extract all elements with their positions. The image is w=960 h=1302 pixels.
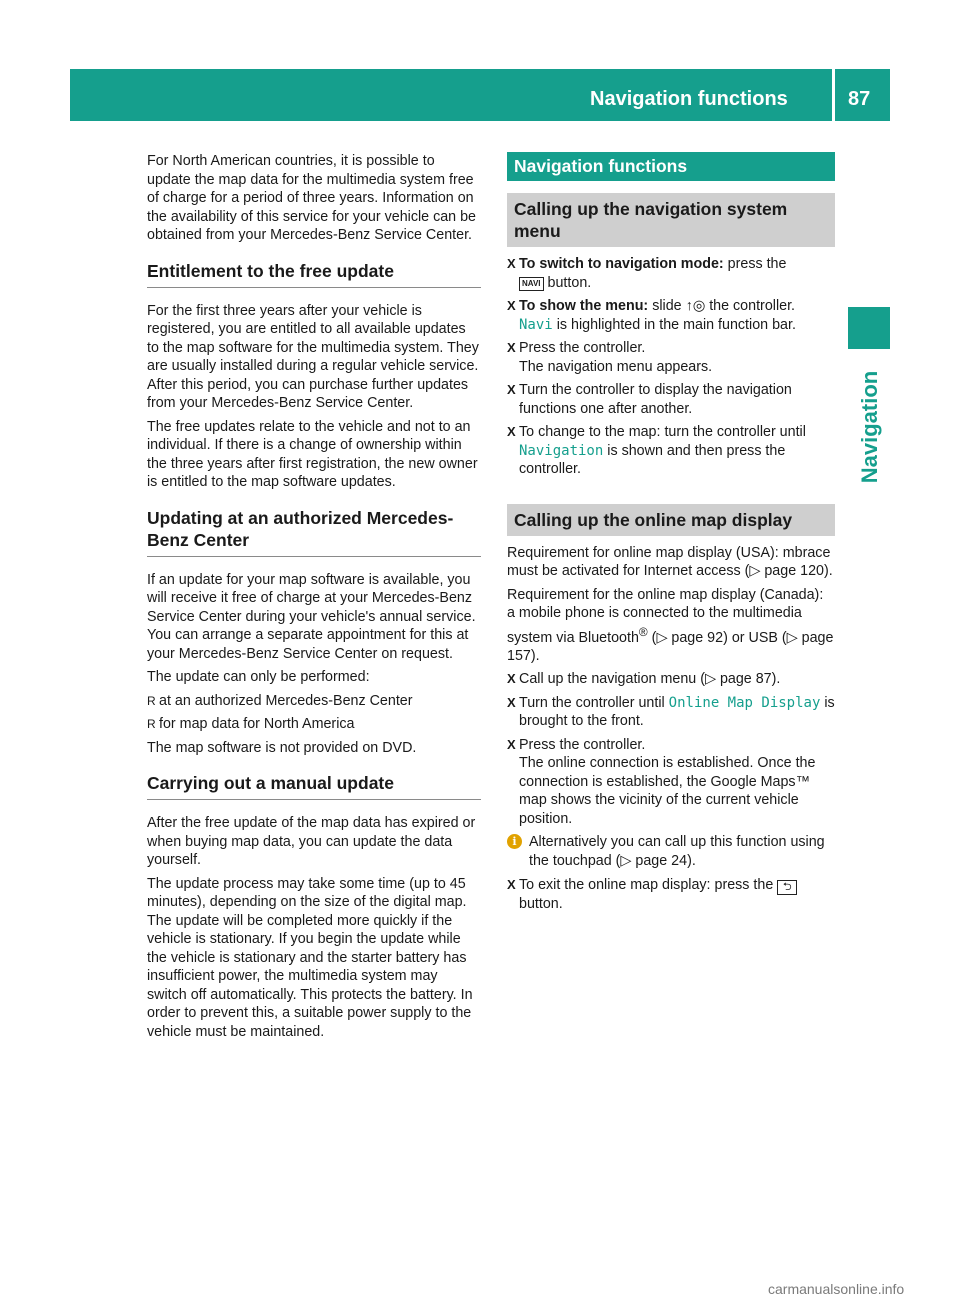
paragraph: The update process may take some time (up to 45 minutes), depending on the size of the digital map. The update will be completed more quickly if the vehicle is stationary. If you begin the update while the vehicle is stationary and the starter battery has insufficient power, the multimedia system may switch off automatically. This protects the battery. In order to prevent this, a suitable power supply to the vehicle must be maintained.	[147, 875, 473, 1040]
step-item: X Call up the navigation menu (▷ page 87).	[507, 670, 835, 689]
paragraph: After the free update of the map data has expired or when buying map data, you can update the data yourself.	[147, 815, 476, 868]
page-reference[interactable]: ▷ page 157	[507, 629, 834, 664]
step-item: X Press the controller. The online connection is established. Once the connection is established, the Google Maps™ map shows the vicinity of the current vehicle position.	[507, 736, 835, 829]
display-text: Navi	[519, 316, 553, 333]
header-title: Navigation functions	[590, 88, 788, 110]
back-button-icon: ⮌	[777, 880, 797, 895]
paragraph: For the first three years after your vehicle is registered, you are entitled to all available updates to the map software for the multimedia system. They are usually installed during a regular vehicle service. After this period, you can purchase further updates from your Mercedes-Benz Service Center.	[147, 302, 479, 411]
step-item: X To change to the map: turn the controller until Navigation is shown and then press the controller.	[507, 423, 835, 479]
step-item: X Press the controller. The navigation menu appears.	[507, 339, 835, 376]
subsection-heading-menu: Calling up the navigation system menu	[507, 193, 835, 247]
step-item: X To exit the online map display: press the ⮌ button.	[507, 876, 835, 914]
heading-manual-update: Carrying out a manual update	[147, 772, 481, 800]
side-tab-marker	[848, 307, 890, 349]
controller-icon: ↑◎	[685, 298, 706, 314]
display-text: Online Map Display	[668, 694, 821, 711]
info-note: i Alternatively you can call up this function using the touchpad (▷ page 24).	[507, 833, 835, 870]
section-heading: Navigation functions	[507, 152, 835, 181]
paragraph: The map software is not provided on DVD.	[147, 739, 417, 756]
display-text: Navigation	[519, 442, 604, 459]
page-reference[interactable]: ▷ page 92	[656, 629, 724, 646]
page-reference[interactable]: ▷ page 120	[749, 563, 824, 579]
paragraph: The free updates relate to the vehicle and not to an individual. If there is a change of ownership within the three years after first registration, the new owner is entitled to the map software updates.	[147, 418, 478, 490]
navi-button-icon: NAVI	[519, 277, 544, 291]
heading-authorized-center: Updating at an authorized Mercedes-Benz Center	[147, 507, 481, 557]
info-icon: i	[507, 834, 522, 849]
paragraph: Requirement for the online map display (Canada): a mobile phone is connected to the multimedia system via Bluetooth® (▷ page 92) or USB (▷ page 157).	[507, 586, 834, 664]
list-item: R for map data for North America	[147, 715, 481, 734]
left-column	[147, 152, 481, 1046]
watermark: carmanualsonline.info	[768, 1281, 905, 1297]
step-item: X Turn the controller until Online Map Display is brought to the front.	[507, 694, 835, 731]
intro-paragraph: For North American countries, it is possible to update the map data for the multimedia system free of charge for a period of three years. Information on the availability of this service for your vehicle can be obtained from your Mercedes-Benz Service Center.	[147, 153, 476, 243]
list-item: R at an authorized Mercedes-Benz Center	[147, 692, 481, 711]
side-tab	[852, 352, 886, 502]
step-item: X To show the menu: slide ↑◎ the controller. Navi is highlighted in the main function bar.	[507, 297, 835, 334]
paragraph: If an update for your map software is available, you will receive it free of charge at your Mercedes-Benz Service Center during your vehicle's annual service. You can arrange a separate appointment for this at your Mercedes-Benz Service Center on request.	[147, 571, 476, 662]
page-number: 87	[848, 88, 871, 110]
right-column	[507, 152, 835, 919]
subsection-heading-online-map: Calling up the online map display	[507, 504, 835, 536]
heading-entitlement: Entitlement to the free update	[147, 260, 481, 288]
step-item: X To switch to navigation mode: press the NAVI button.	[507, 255, 835, 292]
step-item: X Turn the controller to display the navigation functions one after another.	[507, 381, 835, 418]
side-tab-label: Navigation	[857, 370, 882, 484]
page-reference[interactable]: ▷ page 87	[704, 671, 772, 688]
paragraph: Requirement for online map display (USA): mbrace must be activated for Internet access (▷ page 120).	[507, 544, 833, 579]
page-reference[interactable]: ▷ page 24	[620, 852, 688, 869]
paragraph: The update can only be performed:	[147, 669, 370, 685]
header-separator	[832, 69, 835, 121]
